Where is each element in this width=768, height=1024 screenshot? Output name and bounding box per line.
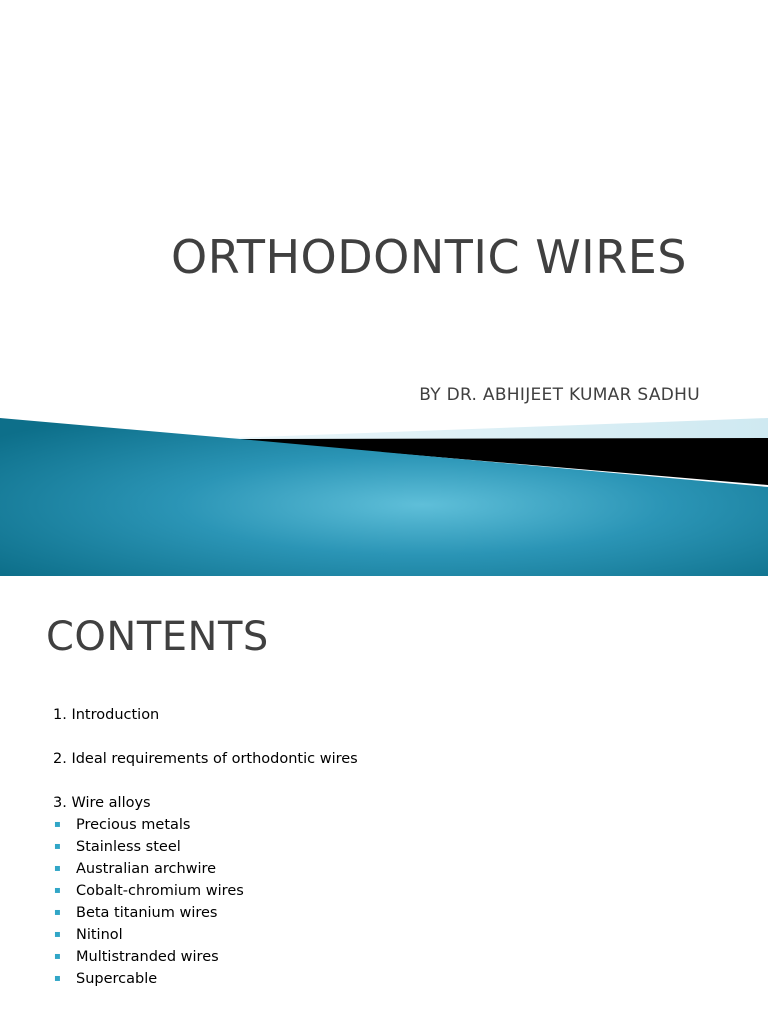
sub-item-precious-metals xyxy=(53,814,733,836)
list-item-introduction: 1. Introduction xyxy=(53,707,160,723)
sub-item-multistranded xyxy=(53,946,733,968)
pale-band xyxy=(230,418,768,440)
contents-title: CONTENTS xyxy=(46,614,269,660)
sub-item-label: Cobalt-chromium wires xyxy=(76,883,244,899)
sub-item-label: Multistranded wires xyxy=(76,949,219,965)
sub-item-nitinol xyxy=(53,924,733,946)
sub-item-stainless-steel xyxy=(53,836,733,858)
sub-item-label: Beta titanium wires xyxy=(76,905,218,921)
list-item-wire-alloys: 3. Wire alloys xyxy=(53,795,151,811)
bullet-icon: ▪ xyxy=(54,973,61,984)
contents-slide xyxy=(0,584,768,1024)
sub-item-label: Precious metals xyxy=(76,817,191,833)
sub-item-label: Nitinol xyxy=(76,927,123,943)
slide-subtitle: BY DR. ABHIJEET KUMAR SADHU xyxy=(419,385,700,405)
sub-item-label: Stainless steel xyxy=(76,839,181,855)
bullet-icon: ▪ xyxy=(54,951,61,962)
bullet-icon: ▪ xyxy=(54,929,61,940)
sub-item-cobalt-chromium xyxy=(53,880,733,902)
bullet-icon: ▪ xyxy=(54,907,61,918)
bullet-icon: ▪ xyxy=(54,885,61,896)
sub-item-beta-titanium xyxy=(53,902,733,924)
bullet-icon: ▪ xyxy=(54,863,61,874)
bullet-icon: ▪ xyxy=(54,841,61,852)
bullet-icon: ▪ xyxy=(54,819,61,830)
decorative-wave-graphic xyxy=(0,410,768,576)
sub-item-australian-archwire xyxy=(53,858,733,880)
sub-item-label: Supercable xyxy=(76,971,158,987)
sub-item-label: Australian archwire xyxy=(76,861,217,877)
contents-list xyxy=(53,704,733,990)
list-item-ideal-requirements: 2. Ideal requirements of orthodontic wires xyxy=(53,751,358,767)
sub-item-supercable xyxy=(53,968,733,990)
slide-title: ORTHODONTIC WIRES xyxy=(171,230,687,284)
